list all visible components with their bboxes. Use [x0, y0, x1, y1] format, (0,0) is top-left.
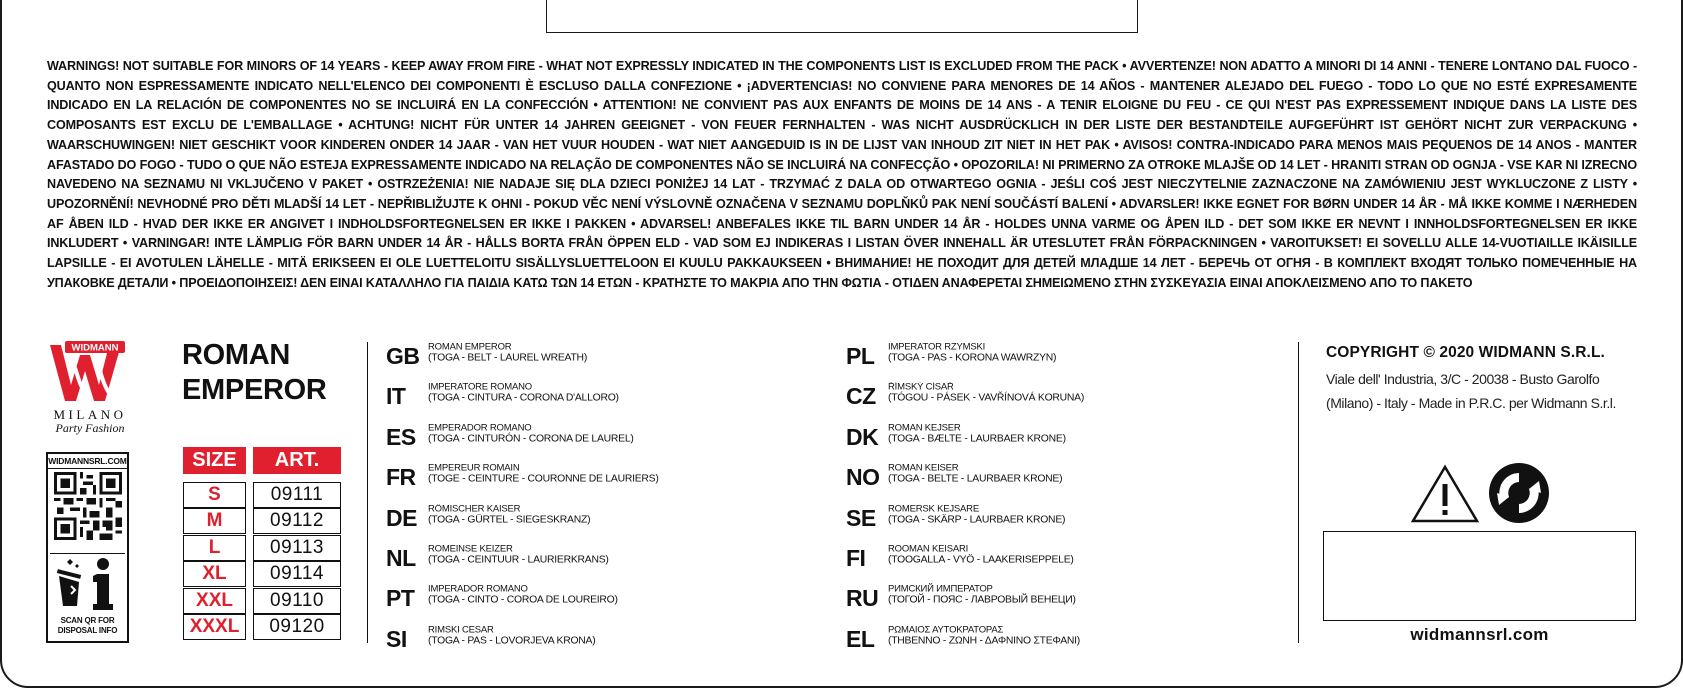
- language-code: ES: [386, 423, 416, 450]
- address-line-1: Viale dell' Industria, 3/C - 20038 - Busto Garolfo: [1326, 371, 1600, 387]
- size-cell: XXL: [183, 588, 246, 614]
- translation-title: ROMAN EMPEROR: [428, 342, 512, 353]
- translation-title: ROOMAN KEISARI: [888, 544, 969, 555]
- size-row-xxxl: [183, 614, 341, 641]
- translation-title: ROMAN KEISER: [888, 463, 959, 474]
- size-row-l: [183, 534, 341, 561]
- translation-components: (TOGA - CINTO - COROA DE LOUREIRO): [428, 595, 618, 606]
- translation-item: [386, 381, 659, 421]
- translation-item: [846, 503, 1084, 543]
- size-row-s: [183, 481, 341, 508]
- translation-components: (TOGA - BÆLTE - LAURBAER KRONE): [888, 433, 1066, 445]
- translation-components: (TOGA - GÜRTEL - SIEGESKRANZ): [428, 514, 591, 526]
- translation-components: (TOGA - BELTE - LAURBAER KRONE): [888, 474, 1063, 485]
- translation-title: IMPERATOR RZYMSKI: [888, 342, 986, 353]
- product-name-line2: EMPEROR: [182, 374, 327, 406]
- translation-components: (TOOGALLA - VYÖ - LAAKERISEPPELE): [888, 554, 1074, 566]
- translation-components: (ТОГОЙ - ПОЯС - ЛАВРОВЫЙ ВЕНЕЦИ): [888, 595, 1076, 606]
- translations-right: [846, 341, 1084, 664]
- art-number-cell: 09110: [253, 588, 341, 614]
- translation-components: (TOGA - CINTURA - CORONA D'ALLORO): [428, 393, 619, 404]
- language-code: IT: [386, 383, 406, 410]
- translation-item: [386, 543, 659, 583]
- language-code: DE: [386, 504, 417, 531]
- language-code: FI: [846, 544, 866, 571]
- size-cell: XXXL: [183, 614, 246, 640]
- translation-item: [846, 543, 1084, 583]
- translation-title: ΡΩΜΑΙΟΣ ΑΥΤΟΚΡΑΤΟΡΑΣ: [888, 624, 1004, 635]
- translation-title: IMPERATORE ROMANO: [428, 382, 532, 393]
- translation-title: ŘÍMSKÝ CÍSAŘ: [888, 382, 954, 393]
- recycle-icon: [1487, 461, 1551, 525]
- translation-item: [386, 503, 659, 543]
- translation-item: [386, 341, 659, 381]
- size-column-header: SIZE: [183, 447, 246, 474]
- address-line-2: (Milano) - Italy - Made in P.R.C. per Widmann S.r.l.: [1326, 395, 1616, 411]
- size-cell: XL: [183, 561, 246, 587]
- disposal-info-box: [50, 553, 125, 639]
- translation-item: [386, 583, 659, 623]
- qr-code-icon[interactable]: [54, 472, 122, 540]
- logo-brand-name: WIDMANN: [71, 342, 119, 354]
- art-number-cell: 09111: [253, 482, 341, 508]
- language-code: GB: [386, 343, 420, 369]
- size-row-xl: [183, 561, 341, 588]
- qr-disposal-block: [46, 452, 129, 643]
- translation-item: [846, 341, 1084, 381]
- size-cell: M: [183, 508, 246, 534]
- language-code: RU: [846, 585, 879, 612]
- language-code: NL: [386, 544, 416, 571]
- translation-item: [846, 624, 1084, 664]
- language-code: SI: [386, 625, 407, 652]
- column-divider: [367, 342, 368, 643]
- translation-components: (TOGA - BELT - LAUREL WREATH): [428, 353, 588, 364]
- translation-components: (TOGA - PAS - LOVORJEVA KRONA): [428, 635, 596, 647]
- blank-info-box: [1323, 531, 1636, 621]
- copyright-notice: COPYRIGHT © 2020 WIDMANN S.R.L.: [1326, 344, 1605, 361]
- top-label-box: [546, 0, 1138, 33]
- translation-components: (ΤΗΒΕΝΝΟ - ΖΩΝΗ - ΔΑΦΝΙΝΟ ΣΤΕΦΑΝΙ): [888, 635, 1080, 647]
- language-code: FR: [386, 464, 416, 491]
- language-code: PL: [846, 343, 875, 369]
- translation-title: ROMERSK KEJSARE: [888, 503, 979, 514]
- size-table: [183, 481, 341, 640]
- disposal-icon: [53, 556, 123, 616]
- widmann-logo-icon: [47, 341, 129, 405]
- translation-item: [386, 462, 659, 502]
- language-code: NO: [846, 464, 880, 491]
- language-code: DK: [846, 423, 879, 450]
- translation-title: RIMSKI CESAR: [428, 624, 494, 635]
- translation-title: РИМСКИЙ ИМПЕРАТОР: [888, 584, 993, 595]
- logo-tagline: Party Fashion: [55, 421, 125, 435]
- translation-item: [846, 583, 1084, 623]
- translation-title: EMPEREUR ROMAIN: [428, 463, 520, 474]
- brand-logo: [47, 341, 137, 436]
- product-name: [182, 338, 352, 408]
- product-name-line1: ROMAN: [182, 339, 291, 371]
- translation-components: (TOGE - CEINTURE - COURONNE DE LAURIERS): [428, 474, 659, 485]
- disposal-instruction: SCAN QR FOR DISPOSAL INFO: [57, 616, 118, 635]
- translation-title: ROMAN KEJSER: [888, 422, 961, 433]
- translation-item: [386, 624, 659, 664]
- translation-title: EMPERADOR ROMANO: [428, 422, 532, 433]
- size-row-xxl: [183, 587, 341, 614]
- translation-title: RÖMISCHER KAISER: [428, 503, 521, 514]
- art-number-cell: 09114: [253, 561, 341, 587]
- size-row-m: [183, 508, 341, 535]
- website-url[interactable]: widmannsrl.com: [1410, 625, 1549, 644]
- translations-left: [386, 341, 659, 664]
- size-cell: S: [183, 482, 246, 508]
- translation-components: (TOGA - CEINTUUR - LAURIERKRANS): [428, 554, 609, 566]
- warning-triangle-icon: [1410, 464, 1480, 524]
- column-divider: [1298, 342, 1299, 643]
- safety-warnings-text: WARNINGS! NOT SUITABLE FOR MINORS OF 14 YEARS - KEEP AWAY FROM FIRE - WHAT NOT EXPRESSLY INDICATED IN THE COMPONENTS LIST IS EXCLUDED FROM THE PACK • AVVERTENZE! NON ADATTO A MINORI DI 14 ANNI - TENERE LONTANO DAL FUOCO - QUANTO NON ESPRESSAMENTE INDICATO NELL'ELENCO DEI COMPONENTI È ESCLUSO DALLA CONFEZIONE • ¡ADVERTENCIAS! NO CONVIENE PARA MENORES DE 14 AÑOS - MANTENER ALEJADO DEL FUEGO - TODO LO QUE NO ESTÉ EXPRESAMENTE INDICADO EN LA RELACIÓN DE COMPONENTES NO SE INCLUIRÁ EN LA CONFECCIÓN • ATTENTION! NE CONVIENT PAS AUX ENFANTS DE MOINS DE 14 ANS - A TENIR ELOIGNE DU FEU - CE QUI N'EST PAS EXPRESSEMENT INDIQUE DANS LA LISTE DES COMPOSANTS EST EXCLU DE L'EMBALLAGE • ACHTUNG! NICHT FÜR UNTER 14 JAHREN GEEIGNET - VON FEUER FERNHALTEN - WAS NICHT AUSDRÜCKLICH IN DER LISTE DER BESTANDTEILE AUFGEFÜHRT IST GEHÖRT NICHT ZUR VERPACKUNG • WAARSCHUWINGEN! NIET GESCHIKT VOOR KINDEREN ONDER 14 JAAR - VAN HET VUUR HOUDEN - WAT NIET AANGEDUID IS IN DE LIJST VAN INHOUD ZIT NIET IN HET PAK • AVISOS! CONTRA-INDICADO PARA MENOS MAIS PEQUENOS DE 14 ANOS - MANTER AFASTADO DO FOGO - TUDO O QUE NÃO ESTEJA EXPRESSAMENTE INDICADO NA RELAÇÃO DE COMPONENTES NÃO SE INCLUIRÁ NA CONFECÇÃO • OPOZORILA! NI PRIMERNO ZA OTROKE MLAJŠE OD 14 LET - HRANITI STRAN OD OGNJA - VSE KAR NI IZRECNO NAVEDENO NA SEZNAMU NI VKLJUČENO V PAKET • OSTRZEŻENIA! NIE NADAJE SIĘ DLA DZIECI PONIŻEJ 14 LAT - TRZYMAĆ Z DALA OD OTWARTEGO OGNIA - JEŚLI COŚ JEST NIECZYTELNIE ZAZNACZONE NA ZAMÓWIENIU JEST WYKLUCZONE Z LISTY • UPOZORNĚNÍ! NEVHODNÉ PRO DĚTI MLADŠÍ 14 LET - NEPŘIBLIŽUJTE K OHNI - POKUD VĚC NENÍ VÝSLOVNĚ OZNAČENA V SEZNAMU DOPLŇKŮ PAK NENÍ SOUČÁSTÍ BALENÍ • ADVARSLER! IKKE EGNET FOR BØRN UNDER 14 ÅR - MÅ IKKE KOMME I NÆRHEDEN AF ÅBEN ILD - HVAD DER IKKE ER ANGIVET I INDHOLDSFORTEGNELSEN ER IKKE I PAKKEN • ADVARSEL! ANBEFALES IKKE TIL BARN UNDER 14 ÅR - HOLDES UNNA VARME OG ÅPEN ILD - DET SOM IKKE ER NEVNT I INNHOLDSFORTEGNELSEN ER IKKE INKLUDERT • VARNINGAR! INTE LÄMPLIG FÖR BARN UNDER 14 ÅR - HÅLLS BORTA FRÅN ÖPPEN ELD - VAD SOM EJ INDIKERAS I LISTAN ÖVER INNEHALL ÄR UTESLUTET FRÅN FÖRPACKNINGEN • VAROITUKSET! EI SOVELLU ALLE 14-VUOTIAILLE IKÄISILLE LAPSILLE - EI AVOTULEN LÄHELLE - MITÄ ERIKSEEN EI OLE LUETTELOITU SISÄLLYSLUETTELOON EI KUULU PAKKAUKSEEN • ВНИМАНИЕ! НЕ ПОХОДИТ ДЛЯ ДЕТЕЙ МЛАДШЕ 14 ЛЕТ - БЕРЕЧЬ ОТ ОГНЯ - В КОМПЛЕКТ ВХОДЯТ ТОЛЬКО ПОМЕЧЕННЫЕ НА УПАКОВКЕ ДЕТАЛИ • ΠΡΟΕΙΔΟΠΟΙΗΣΕΙΣ! ΔΕΝ ΕΙΝΑΙ ΚΑΤΑΛΛΗΛΟ ΓΙΑ ΠΑΙΔΙΑ ΚΑΤΩ ΤΩΝ 14 ΕΤΩΝ - ΚΡΑΤΗΣΤΕ ΤΟ ΜΑΚΡΙΑ ΑΠΟ ΤΗΝ ΦΩΤΙΑ - ΟΤΙΔΕΝ ΑΝΑΦΕΡΕΤΑΙ ΣΗΜΕΙΩΜΕΝΟ ΣΤΗΝ ΣΥΣΚΕΥΑΣΙΑ ΕΙΝΑΙ ΑΠΟΚΛΕΙΣΜΕΝΟ ΑΠΟ ΤΟ ΠΑΚΕΤΟ: [47, 59, 1637, 290]
- company-address: [1326, 367, 1646, 415]
- language-code: SE: [846, 504, 876, 531]
- language-code: PT: [386, 585, 415, 612]
- translation-item: [846, 422, 1084, 462]
- translation-components: (TOGA - PAS - KORONA WAWRZYN): [888, 353, 1057, 364]
- size-cell: L: [183, 535, 246, 561]
- language-code: CZ: [846, 383, 876, 410]
- translation-components: (TOGA - SKÄRP - LAURBAER KRONE): [888, 514, 1066, 526]
- art-number-cell: 09112: [253, 508, 341, 534]
- language-code: EL: [846, 625, 875, 652]
- art-number-cell: 09113: [253, 535, 341, 561]
- art-number-cell: 09120: [253, 614, 341, 640]
- translation-title: IMPERADOR ROMANO: [428, 584, 528, 595]
- logo-city: MILANO: [53, 407, 127, 422]
- qr-url-label: WIDMANNSRL.COM: [48, 454, 127, 469]
- translation-item: [846, 381, 1084, 421]
- translation-components: (TOGA - CINTURÓN - CORONA DE LAUREL): [428, 433, 634, 445]
- translation-title: ROMEINSE KEIZER: [428, 544, 513, 555]
- translation-components: (TÓGOU - PÁSEK - VAVŘÍNOVÁ KORUNA): [888, 393, 1085, 404]
- translation-item: [846, 462, 1084, 502]
- art-column-header: ART.: [253, 447, 341, 474]
- translation-item: [386, 422, 659, 462]
